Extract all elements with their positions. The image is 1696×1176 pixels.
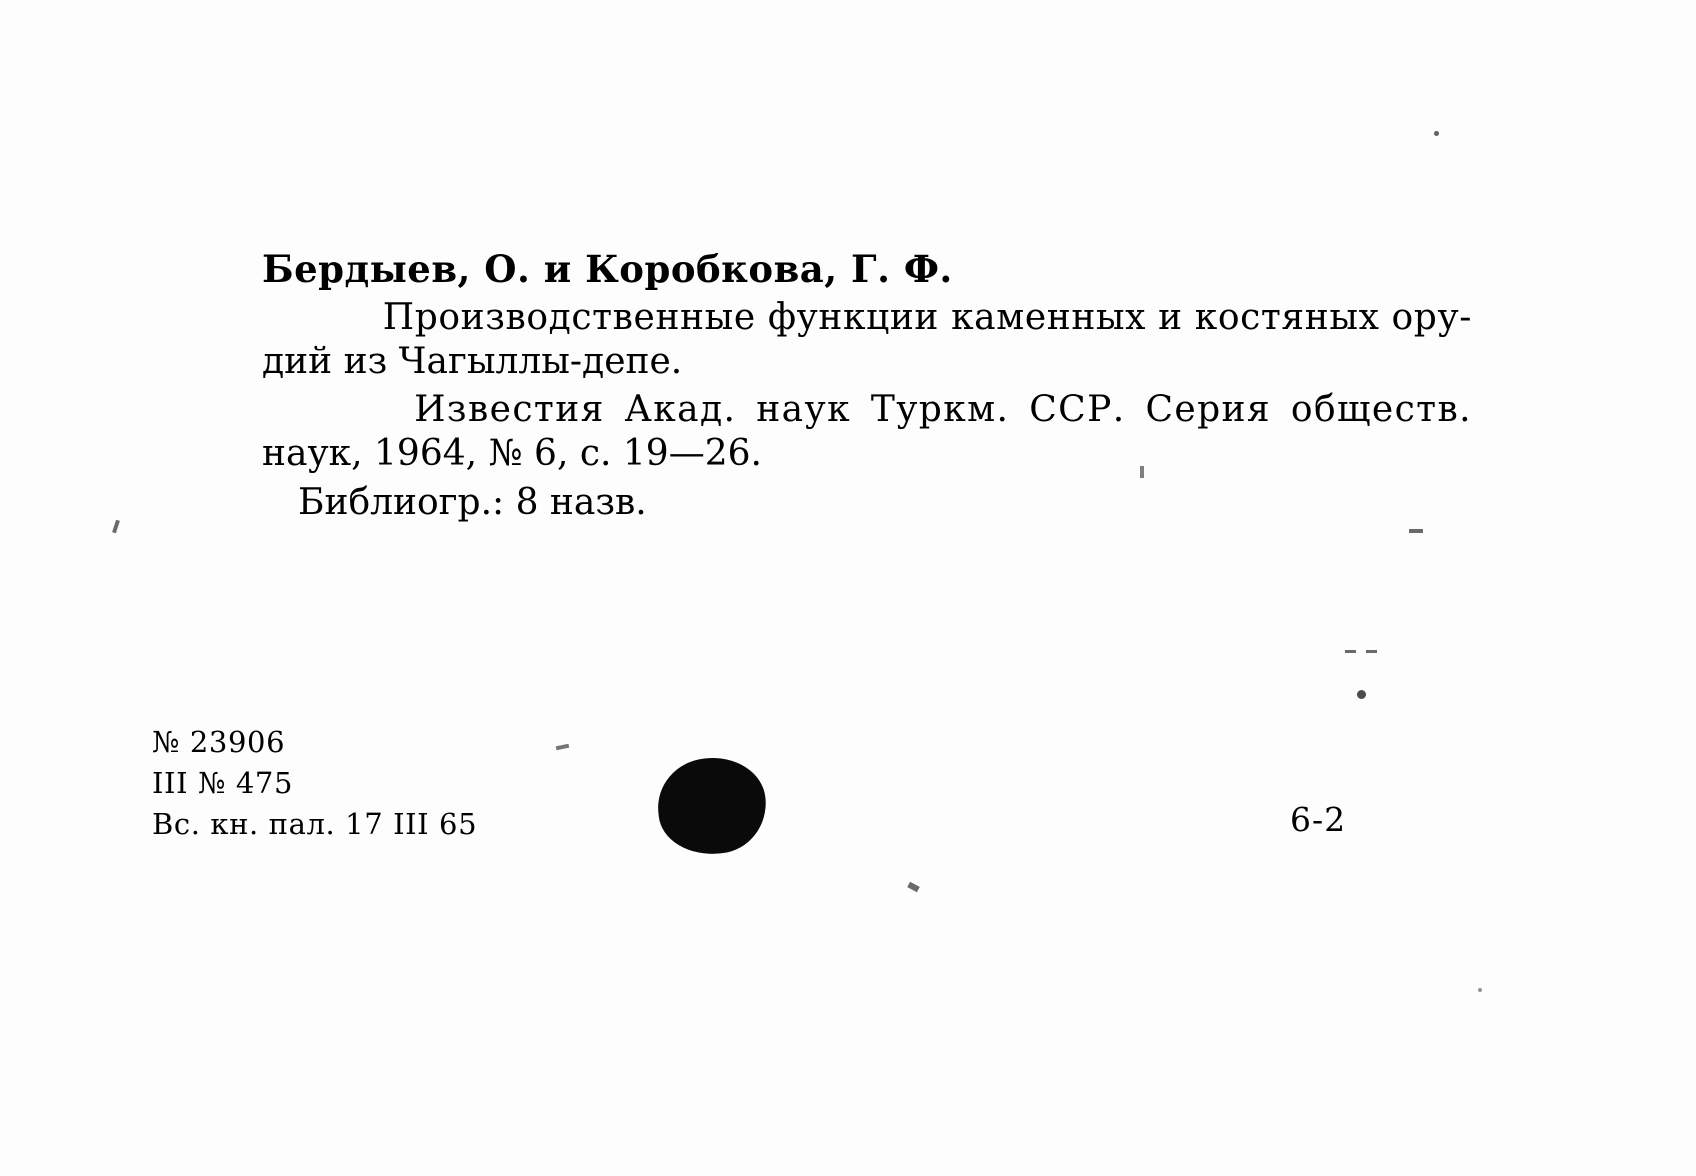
page-code: 6-2 <box>1290 800 1347 839</box>
bibliography-note: Библиогр.: 8 назв. <box>298 481 647 523</box>
source-line-1-row <box>262 388 1472 432</box>
scan-speck <box>556 744 570 751</box>
scan-speck <box>1434 131 1439 136</box>
title-line-1-row <box>262 296 1472 340</box>
source-line-1: Известия Акад. наук Туркм. ССР. Серия обществ. <box>414 389 1472 431</box>
source-line-2: наук, 1964, № 6, с. 19—26. <box>262 433 762 475</box>
author-line: Бердыев, О. и Коробкова, Г. Ф. <box>262 247 953 291</box>
shelf-number: III № 475 <box>152 766 293 801</box>
title-line-1: Производственные функции каменных и костяных ору- <box>382 296 1472 338</box>
source-block <box>262 388 1472 477</box>
scan-speck <box>1478 988 1482 992</box>
scan-speck <box>1409 529 1423 533</box>
book-chamber-date: Вс. кн. пал. 17 III 65 <box>152 807 478 842</box>
accession-number: № 23906 <box>152 725 286 759</box>
accession-stamp-block <box>152 722 477 846</box>
scan-speck <box>1345 650 1356 653</box>
scan-speck <box>112 520 120 534</box>
ink-blot <box>653 753 770 860</box>
title-block <box>262 296 1472 385</box>
scan-speck <box>1140 466 1144 478</box>
bibliographic-entry <box>262 248 1472 525</box>
scan-speck <box>907 882 920 892</box>
scan-speck <box>1366 650 1377 653</box>
title-line-2: дий из Чагыллы-депе. <box>262 340 683 382</box>
scan-speck <box>1357 690 1366 699</box>
